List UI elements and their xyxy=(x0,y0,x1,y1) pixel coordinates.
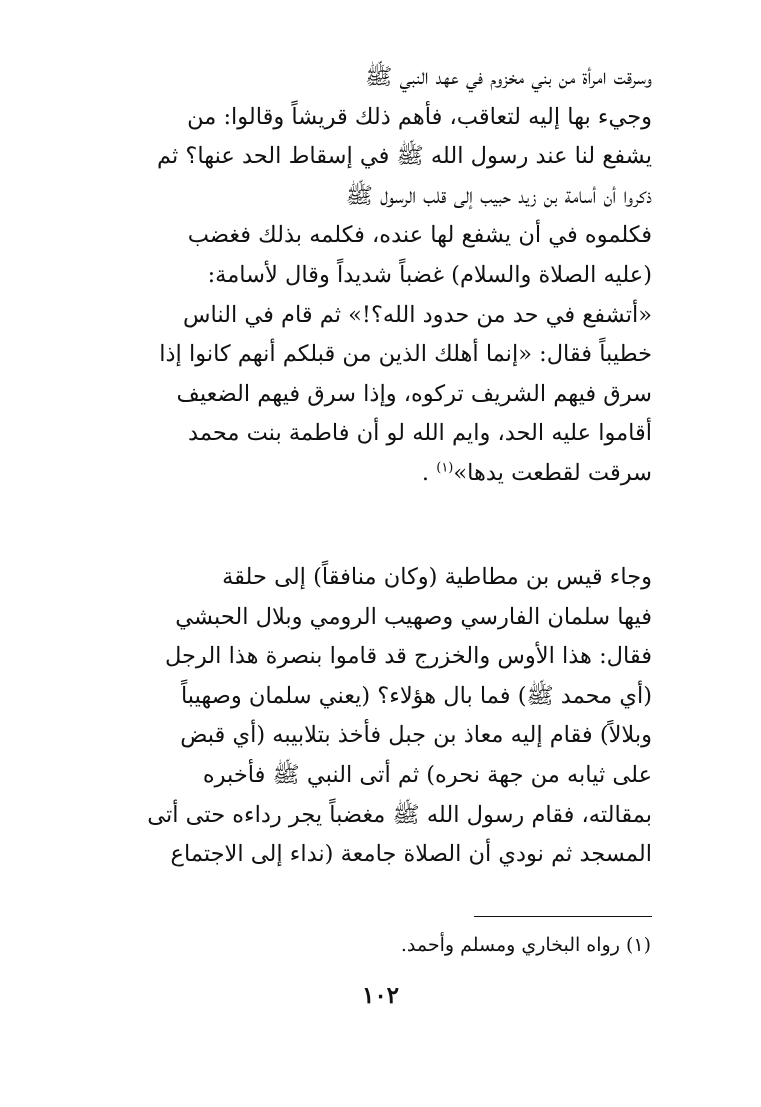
footnote xyxy=(401,930,651,960)
text-line: فقال: هذا الأوس والخزرج قد قاموا بنصرة هذا الرجل xyxy=(164,643,652,670)
text-line: فكلموه في أن يشفع لها عنده، فكلمه بذلك فغضب xyxy=(187,222,652,249)
text-line: وبلالاً) فقام إليه معاذ بن جبل فأخذ بتلابيبه (أي قبض xyxy=(180,722,652,749)
text-line: يشفع لنا عند رسول الله ﷺ في إسقاط الحد عنها؟ ثم xyxy=(157,143,652,170)
text-line: بمقالته، فقام رسول الله ﷺ مغضباً يجر رداءه حتى أتى xyxy=(147,801,652,828)
sentence-end-period: . xyxy=(421,459,430,486)
text-line: (أي محمد ﷺ) فما بال هؤلاء؟ (يعني سلمان وصهيباً xyxy=(180,682,652,709)
paragraph-1 xyxy=(104,58,652,494)
text-line: خطيباً فقال: «إنما أهلك الذين من قبلكم أنهم كانوا إذا xyxy=(159,341,652,368)
footnote-reference[interactable]: (١) xyxy=(436,460,454,476)
text-line: «أتشفع في حد من حدود الله؟!» ثم قام في الناس xyxy=(183,301,652,328)
text-line: أقاموا عليه الحد، وايم الله لو أن فاطمة بنت محمد xyxy=(188,420,652,447)
text-line: وجاء قيس بن مطاطية (وكان منافقاً) إلى حلقة xyxy=(222,564,652,590)
footnote-marker: (١) xyxy=(625,934,651,956)
page-number: ١٠٢ xyxy=(361,982,400,1009)
text-line: وجيء بها إليه لتعاقب، فأهم ذلك قريشاً وقالوا: من xyxy=(187,103,652,130)
text-line: المسجد ثم نودي أن الصلاة جامعة (نداء إلى الاجتماع xyxy=(170,841,652,868)
text-line: سرق فيهم الشريف تركوه، وإذا سرق فيهم الضعيف xyxy=(176,380,652,407)
text-line: (عليه الصلاة والسلام) غضباً شديداً وقال لأسامة: xyxy=(207,261,652,288)
text-line: وسرقت امرأة من بني مخزوم في عهد النبي ﷺ xyxy=(365,64,652,90)
text-line: فيها سلمان الفارسي وصهيب الرومي وبلال الحبشي xyxy=(175,603,652,630)
text-line-last-body: سرقت لقطعت يدها» xyxy=(453,459,652,486)
footnote-divider xyxy=(474,916,652,917)
paragraph-2 xyxy=(104,558,652,875)
text-line-last xyxy=(104,454,652,494)
text-line: ذكروا أن أسامة بن زيد حبيب إلى قلب الرسول ﷺ xyxy=(345,182,652,209)
text-line: على ثيابه من جهة نحره) ثم أتى النبي ﷺ فأخبره xyxy=(202,761,652,788)
footnote-text: رواه البخاري ومسلم وأحمد. xyxy=(400,934,620,956)
